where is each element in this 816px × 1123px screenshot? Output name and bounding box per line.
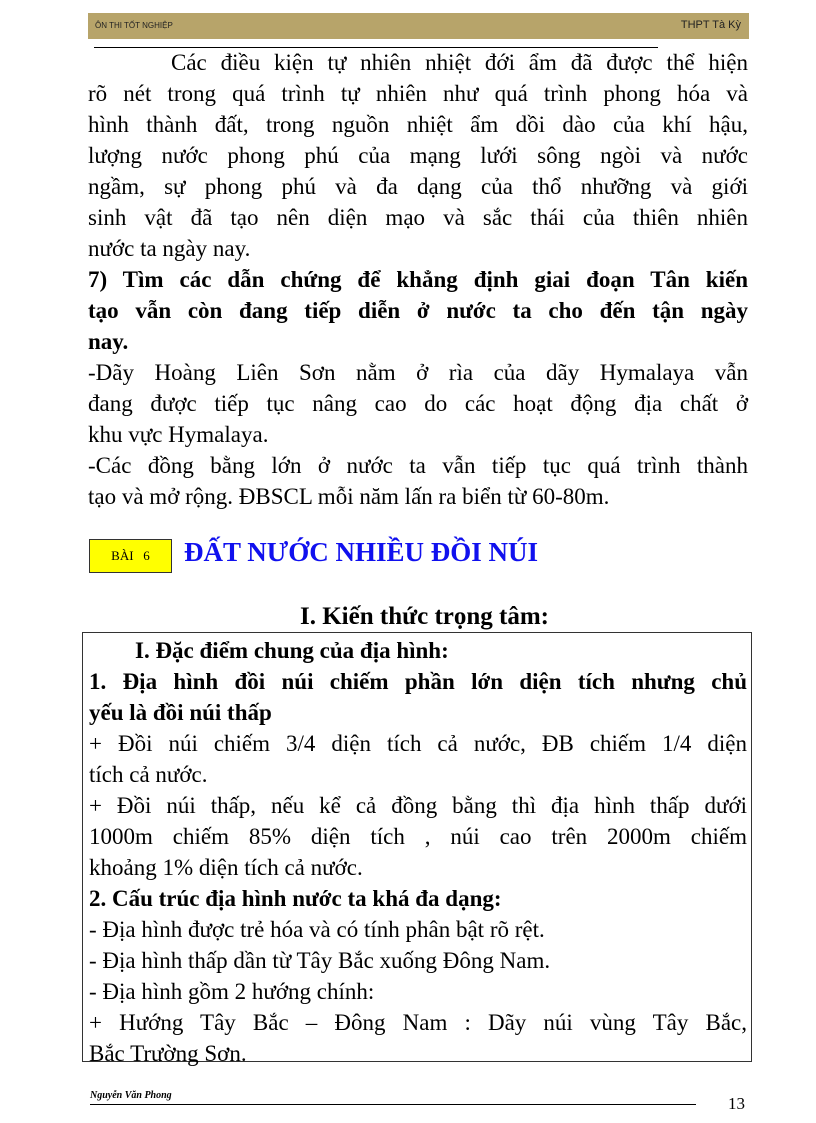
text-line: lượng nước phong phú của mạng lưới sông ngòi và nước xyxy=(88,143,748,168)
answer-line: -Dãy Hoàng Liên Sơn nằm ở rìa của dãy Hymalaya vẫn xyxy=(88,360,748,385)
subheading: yếu là đồi núi thấp xyxy=(89,700,272,725)
text-line: ngầm, sự phong phú và đa dạng của thổ nhưỡng và giới xyxy=(88,174,748,199)
intro-paragraph xyxy=(88,47,748,512)
page-header xyxy=(88,13,749,39)
text-line: + Đồi núi chiếm 3/4 diện tích cả nước, ĐB chiếm 1/4 diện xyxy=(89,731,747,756)
text-line: rõ nét trong quá trình tự nhiên như quá trình phong hóa và xyxy=(88,81,748,106)
answer-line: tạo và mở rộng. ĐBSCL mỗi năm lấn ra biển từ 60-80m. xyxy=(88,484,610,509)
subheading: 2. Cấu trúc địa hình nước ta khá đa dạng: xyxy=(89,886,502,911)
answer-line: -Các đồng bằng lớn ở nước ta vẫn tiếp tục quá trình thành xyxy=(88,453,748,478)
text-line: Các điều kiện tự nhiên nhiệt đới ẩm đã được thể hiện xyxy=(88,50,748,75)
box-heading: I. Đặc điểm chung của địa hình: xyxy=(89,638,449,663)
question-line: nay. xyxy=(88,329,129,354)
text-line: nước ta ngày nay. xyxy=(88,236,251,261)
footer-rule xyxy=(90,1104,696,1105)
header-left: ÔN THI TỐT NGHIỆP xyxy=(95,21,173,30)
text-line: 1000m chiếm 85% diện tích , núi cao trên 2000m chiếm xyxy=(89,824,747,849)
footer-author: Nguyễn Văn Phong xyxy=(90,1090,172,1101)
question-line: tạo vẫn còn đang tiếp diễn ở nước ta cho đến tận ngày xyxy=(88,298,748,323)
text-line: Bắc Trường Sơn. xyxy=(89,1041,247,1066)
lesson-badge: BÀI 6 xyxy=(89,539,172,573)
text-line: tích cả nước. xyxy=(89,762,208,787)
subheading: 1. Địa hình đồi núi chiếm phần lớn diện tích nhưng chủ xyxy=(89,669,747,694)
answer-line: đang được tiếp tục nâng cao do các hoạt động địa chất ở xyxy=(88,391,748,416)
section-heading: I. Kiến thức trọng tâm: xyxy=(300,603,549,630)
text-line: + Hướng Tây Bắc – Đông Nam : Dãy núi vùng Tây Bắc, xyxy=(89,1010,747,1035)
content-box xyxy=(82,632,752,1066)
text-line: - Địa hình được trẻ hóa và có tính phân bật rõ rệt. xyxy=(89,917,545,942)
text-line: khoảng 1% diện tích cả nước. xyxy=(89,855,363,880)
text-line: + Đồi núi thấp, nếu kể cả đồng bằng thì địa hình thấp dưới xyxy=(89,793,747,818)
answer-line: khu vực Hymalaya. xyxy=(88,422,269,447)
text-line: sinh vật đã tạo nên diện mạo và sắc thái của thiên nhiên xyxy=(88,205,748,230)
text-line: hình thành đất, trong nguồn nhiệt ẩm dồi dào của khí hậu, xyxy=(88,112,748,137)
lesson-title: ĐẤT NƯỚC NHIỀU ĐỒI NÚI xyxy=(184,537,539,567)
page-number: 13 xyxy=(728,1094,745,1113)
box-content xyxy=(89,635,747,1069)
text-line: - Địa hình gồm 2 hướng chính: xyxy=(89,979,375,1004)
question-line: 7) Tìm các dẫn chứng để khẳng định giai đoạn Tân kiến xyxy=(88,267,748,292)
header-right: THPT Tà Kỳ xyxy=(680,19,741,31)
text-line: - Địa hình thấp dần từ Tây Bắc xuống Đông Nam. xyxy=(89,948,551,973)
